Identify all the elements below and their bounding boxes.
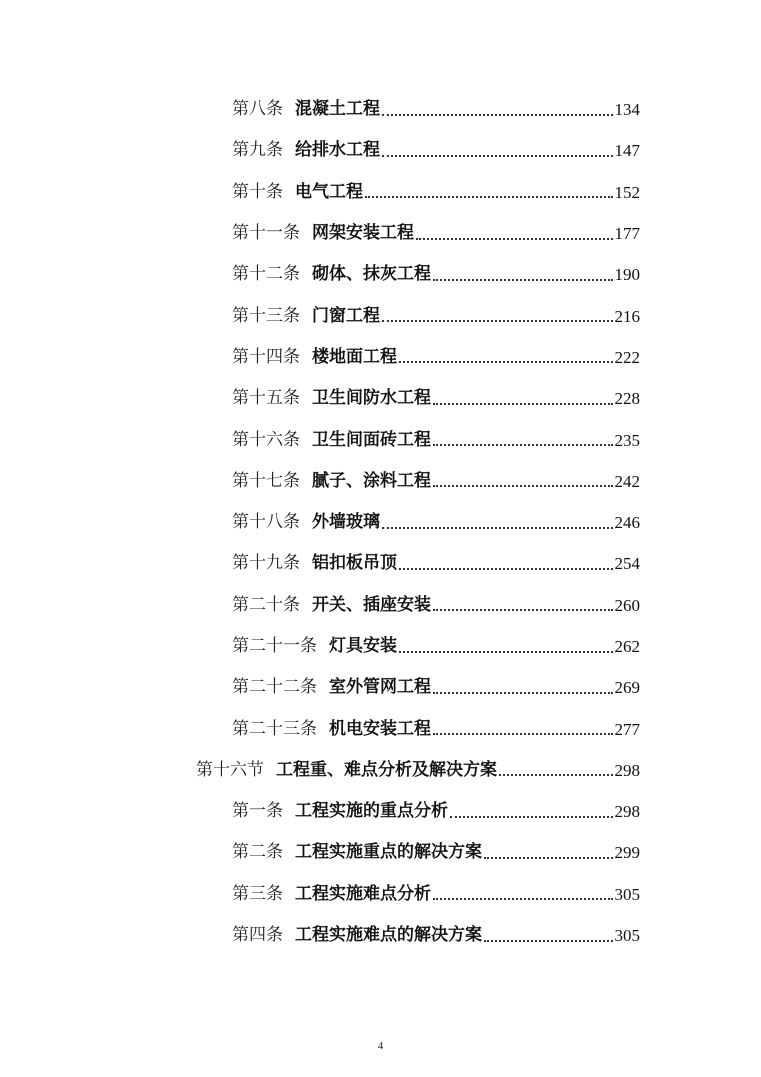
toc-entry-number: 第一条 — [232, 801, 283, 822]
table-of-contents — [0, 89, 761, 956]
toc-entry[interactable] — [0, 213, 761, 254]
toc-entry[interactable] — [0, 378, 761, 419]
toc-entry-title: 工程实施难点分析 — [295, 883, 431, 904]
toc-entry-page: 269 — [614, 678, 640, 698]
toc-entry-number: 第十八条 — [232, 512, 300, 533]
toc-entry-title: 灯具安装 — [329, 636, 397, 656]
toc-entry-page: 235 — [614, 430, 640, 450]
dot-leader — [433, 690, 613, 694]
toc-entry-number: 第十六条 — [232, 429, 300, 450]
toc-entry[interactable] — [0, 874, 761, 915]
toc-entry[interactable] — [0, 708, 761, 749]
toc-entry[interactable] — [0, 89, 761, 130]
toc-entry-page: 222 — [614, 347, 640, 367]
toc-entry-number: 第十一条 — [232, 223, 300, 244]
dot-leader — [484, 855, 613, 859]
toc-entry-title: 腻子、涂料工程 — [312, 470, 431, 491]
toc-entry-number: 第四条 — [232, 925, 283, 946]
toc-entry-title: 工程重、难点分析及解决方案 — [276, 759, 497, 780]
dot-leader — [382, 153, 613, 157]
dot-leader — [450, 814, 613, 818]
toc-entry-title: 外墙玻璃 — [312, 512, 380, 533]
toc-entry-page: 254 — [614, 554, 640, 574]
toc-entry[interactable] — [0, 502, 761, 543]
toc-entry-number: 第九条 — [232, 140, 283, 161]
toc-entry-page: 298 — [614, 760, 640, 780]
toc-entry-page: 260 — [614, 595, 640, 615]
dot-leader — [399, 566, 613, 570]
toc-entry[interactable] — [0, 915, 761, 956]
toc-entry-page: 305 — [614, 884, 640, 904]
toc-entry-number: 第十六节 — [196, 759, 264, 780]
toc-entry-page: 190 — [614, 265, 640, 285]
toc-entry-number: 第十条 — [232, 181, 283, 202]
dot-leader — [433, 277, 613, 281]
toc-entry-title: 卫生间防水工程 — [312, 388, 431, 409]
dot-leader — [382, 318, 613, 322]
toc-entry-number: 第二十三条 — [232, 718, 317, 739]
toc-entry-number: 第十二条 — [232, 264, 300, 285]
toc-entry[interactable] — [0, 130, 761, 171]
dot-leader — [399, 359, 613, 363]
dot-leader — [433, 896, 613, 900]
dot-leader — [433, 483, 613, 487]
toc-entry-number: 第十四条 — [232, 346, 300, 367]
toc-entry-page: 147 — [614, 141, 640, 161]
toc-entry-number: 第二十二条 — [232, 677, 317, 698]
toc-entry-number: 第二十条 — [232, 594, 300, 615]
toc-entry-title: 给排水工程 — [295, 140, 380, 161]
dot-leader — [382, 525, 613, 529]
toc-entry[interactable] — [0, 543, 761, 584]
toc-entry-page: 216 — [614, 306, 640, 326]
toc-entry-page: 177 — [614, 224, 640, 244]
toc-entry-title: 混凝土工程 — [295, 99, 380, 120]
dot-leader — [433, 401, 613, 405]
toc-entry-number: 第十九条 — [232, 553, 300, 574]
toc-entry-title: 工程实施重点的解决方案 — [295, 842, 482, 863]
toc-entry-title: 开关、插座安装 — [312, 594, 431, 615]
toc-entry-number: 第八条 — [232, 99, 283, 120]
toc-entry-page: 262 — [614, 637, 640, 656]
dot-leader — [416, 236, 613, 240]
dot-leader — [433, 442, 613, 446]
toc-entry-title: 砌体、抹灰工程 — [312, 264, 431, 285]
toc-entry-page: 134 — [614, 100, 640, 120]
dot-leader — [433, 607, 613, 611]
toc-entry[interactable] — [0, 626, 761, 667]
toc-entry-number: 第十七条 — [232, 470, 300, 491]
toc-entry-title: 卫生间面砖工程 — [312, 429, 431, 450]
toc-entry-number: 第二条 — [232, 842, 283, 863]
toc-entry-number: 第二十一条 — [232, 636, 317, 656]
dot-leader — [484, 938, 613, 942]
toc-entry-page: 152 — [614, 182, 640, 202]
toc-entry-title: 电气工程 — [295, 181, 363, 202]
toc-entry-page: 242 — [614, 471, 640, 491]
toc-section-entry[interactable] — [0, 750, 761, 791]
toc-entry-page: 246 — [614, 513, 640, 533]
dot-leader — [499, 772, 613, 776]
dot-leader — [365, 194, 613, 198]
toc-entry[interactable] — [0, 832, 761, 873]
toc-entry-title: 工程实施难点的解决方案 — [295, 925, 482, 946]
toc-entry[interactable] — [0, 667, 761, 708]
toc-entry[interactable] — [0, 172, 761, 213]
toc-entry-page: 228 — [614, 389, 640, 409]
toc-entry-title: 室外管网工程 — [329, 677, 431, 698]
toc-entry-number: 第三条 — [232, 883, 283, 904]
toc-entry-title: 铝扣板吊顶 — [312, 553, 397, 574]
toc-entry-title: 门窗工程 — [312, 305, 380, 326]
toc-entry-number: 第十三条 — [232, 305, 300, 326]
dot-leader — [433, 731, 613, 735]
toc-entry[interactable] — [0, 295, 761, 336]
toc-entry-title: 楼地面工程 — [312, 346, 397, 367]
toc-entry-page: 305 — [614, 926, 640, 946]
toc-entry-title: 网架安装工程 — [312, 223, 414, 244]
toc-entry-number: 第十五条 — [232, 388, 300, 409]
toc-entry-title: 工程实施的重点分析 — [295, 801, 448, 822]
toc-entry[interactable] — [0, 419, 761, 460]
toc-entry-title: 机电安装工程 — [329, 718, 431, 739]
toc-entry[interactable] — [0, 585, 761, 626]
dot-leader — [382, 112, 613, 116]
toc-entry[interactable] — [0, 791, 761, 832]
dot-leader — [399, 649, 613, 653]
page-number: 4 — [377, 1040, 384, 1052]
toc-entry-page: 277 — [614, 719, 640, 739]
toc-entry-page: 299 — [614, 843, 640, 863]
toc-entry-page: 298 — [614, 802, 640, 822]
toc-entry[interactable] — [0, 461, 761, 502]
toc-entry[interactable] — [0, 337, 761, 378]
toc-entry[interactable] — [0, 254, 761, 295]
